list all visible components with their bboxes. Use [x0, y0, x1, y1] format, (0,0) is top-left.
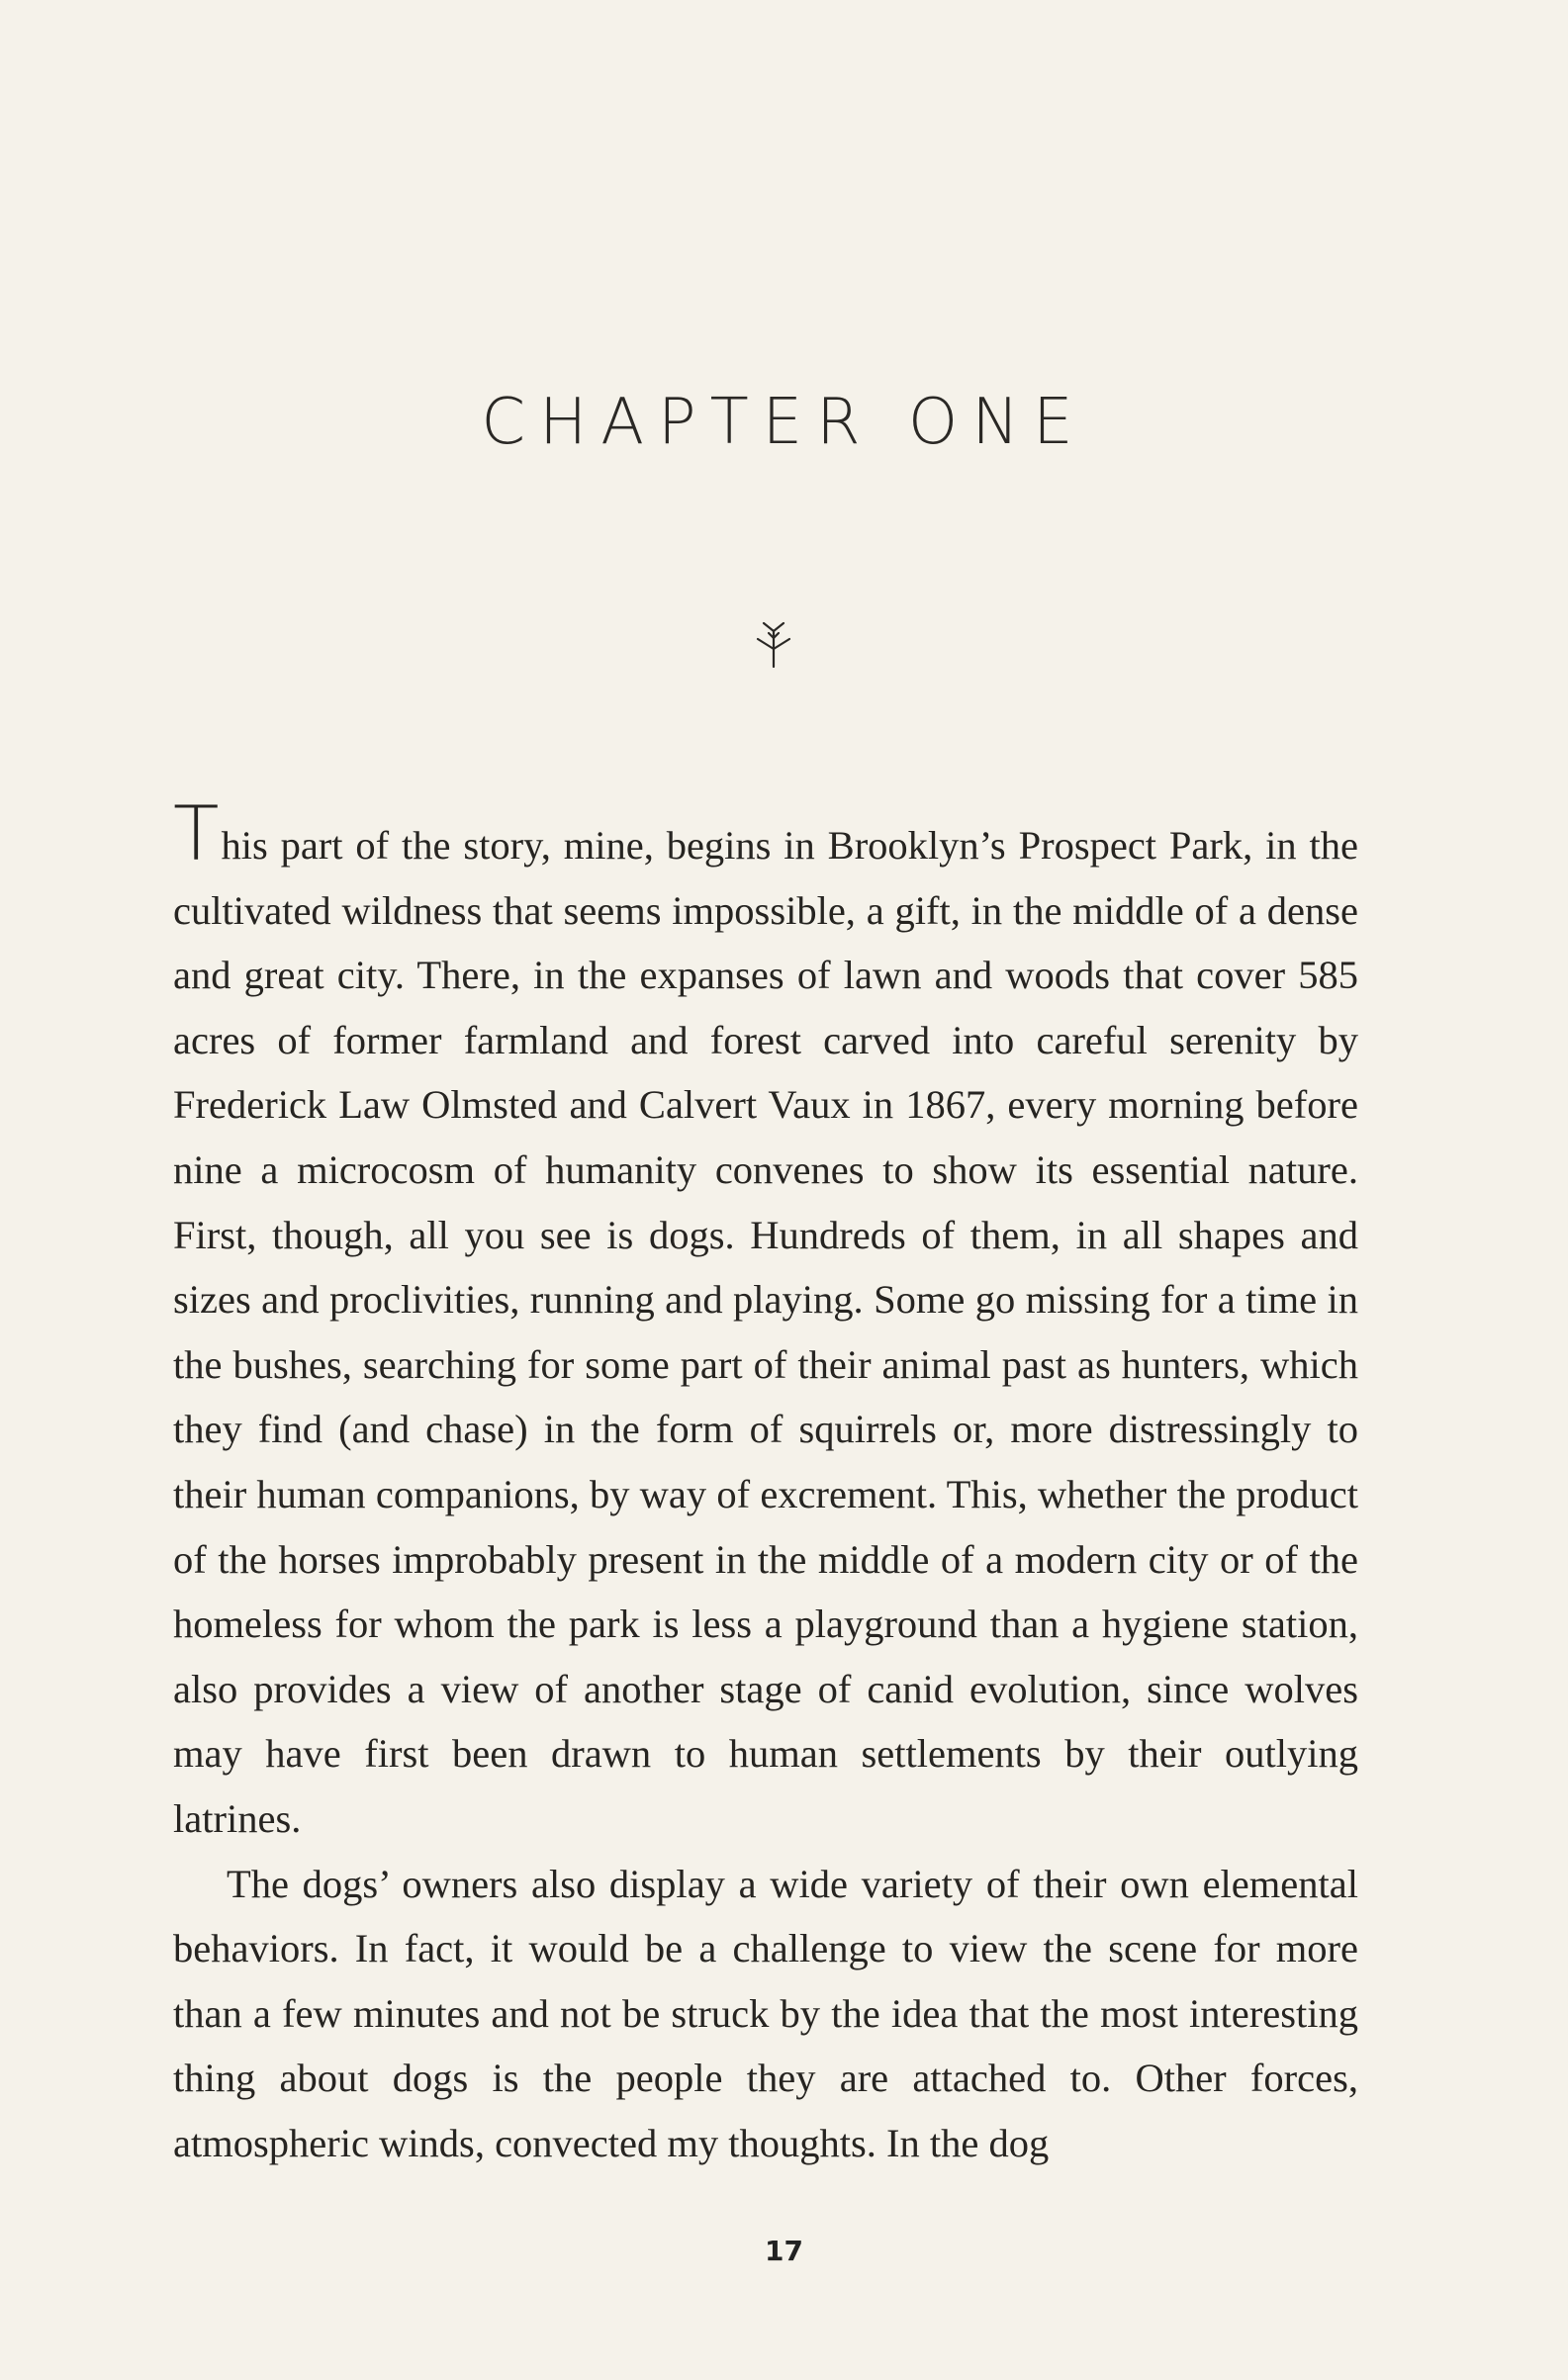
- paragraph-1-text: his part of the story, mine, begins in Brooklyn’s Prospect Park, in the cultivated wildness that seems impossible, a gift, in the middle of a dense and great city. There, in the expanses of lawn and woods that cover 585 acres of former farmland and forest carved into careful serenity by Frederick Law Olmsted and Calvert Vaux in 1867, every morning before nine a microcosm of humanity convenes to show its essential nature. First, though, all you see is dogs. Hundreds of them, in all shapes and sizes and proclivities, running and playing. Some go missing for a time in the bushes, searching for some part of their animal past as hunters, which they find (and chase) in the form of squirrels or, more distressingly to their human companions, by way of excrement. This, whether the product of the horses improbably present in the middle of a modern city or of the homeless for whom the park is less a playground than a hygiene station, also provides a view of another stage of canid evolution, since wolves may have first been drawn to human settlements by their outlying latrines.: [173, 823, 1358, 1841]
- paragraph-2: The dogs’ owners also display a wide variety of their own elemental behaviors. In fact, it would be a challenge to view the scene for more than a few minutes and not be struck by the idea that the most interesting thing about dogs is the people they are attached to. Other forces, atmospheric winds, convected my thoughts. In the dog: [173, 1861, 1358, 2165]
- paragraph-1: [173, 789, 1358, 1852]
- fleuron-ornament-icon: [752, 621, 795, 669]
- drop-initial-letter: T: [173, 789, 220, 877]
- body-text: [173, 789, 1358, 2175]
- chapter-title: CHAPTER ONE: [481, 386, 1087, 459]
- page-number: 17: [765, 2235, 803, 2267]
